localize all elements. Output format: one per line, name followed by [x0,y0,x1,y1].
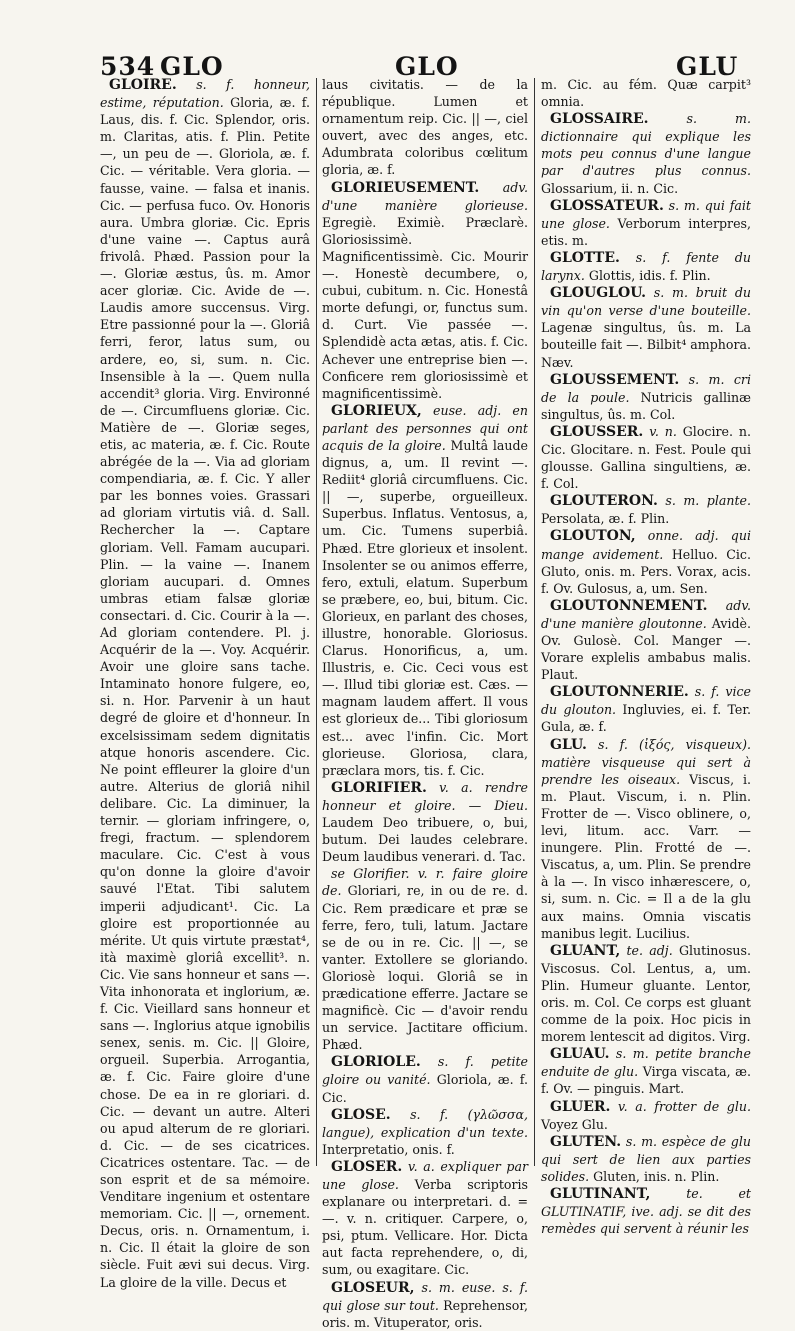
entry-headword: GLORIFIER. [331,779,427,796]
entry-definition: s. f. (ἰξός, visqueux). matière visqueuse qui sert à prendre les oiseaux. [541,736,751,787]
entry-definition: v. n. [649,423,677,439]
guide-word-right: GLU [676,52,739,81]
dictionary-entry [541,249,751,284]
entry-headword: GLOSER. [331,1158,403,1175]
entry-latin: Gloriola, æ. f. Cic. [322,1072,529,1105]
entry-latin: Viscus, i. m. Plaut. Viscum, i. n. Plin. Frotter de —. Visco oblinere, o, levi, litum. acc. Varr. — inungere. Plin. Frotté de —. Viscatus, a, um. Plin. Se prendre à la —. In visco inhærescere, o, si, sum. n. Cic. = Il a de la glu aux mains. Omnia viscatis manibus legit. Lucilius. [541,771,751,941]
entry-definition: s. m. petite branche enduite de glu. [541,1046,751,1080]
dictionary-entry [541,371,751,423]
entry-headword: GLOUSSER. [550,423,644,440]
entry-definition: v. a. frotter de glu. [618,1098,751,1114]
entry-latin: Lagenæ singultus, ûs. m. La bouteille fait —. Bilbit⁴ amphora. Næv. [541,320,751,370]
entry-continuation [322,76,528,179]
entry-headword: GLUAU. [550,1046,610,1063]
dictionary-entry [322,1158,528,1279]
entry-latin: Ingluvies, ei. f. Ter. Gula, æ. f. [541,702,751,735]
entry-headword: GLU. [550,736,587,753]
column-middle [322,76,529,1330]
entry-definition: s. m. dictionnaire qui explique les mots peu connus d'une langue par d'autres plus connus. [541,111,751,179]
entry-latin: Glottis, idis. f. Plin. [588,268,711,284]
entry-headword: GLOTTE. [550,249,620,266]
entry-headword: GLORIOLE. [331,1054,421,1071]
entry-headword: GLOUSSEMENT. [550,371,680,388]
dictionary-entry [100,76,310,1291]
entry-latin: Glossarium, ii. n. Cic. [541,180,679,196]
entry-headword: GLOIRE. [109,77,177,93]
dictionary-entry [541,942,751,1046]
entry-definition: te. et GLUTINATIF, ive. adj. se dit des remèdes qui servent à réunir les [541,1186,751,1237]
entry-definition: te. adj. [626,942,673,958]
entry-latin: Glocire. n. Cic. Glocitare. n. Fest. Poule qui glousse. Gallina singultiens, æ. f. Col. [541,423,751,492]
entry-latin: Glutinosus. Viscosus. Col. Lentus, a, um. Plin. Humeur gluante. Lentor, oris. m. Col. Ce corps est gluant comme de la poix. Hoc picis in morem lentescit ad digitos. Virg. [541,942,751,1045]
entry-definition: onne. adj. qui mange avidement. [541,528,751,562]
dictionary-entry [541,284,751,370]
dictionary-entry [541,492,751,527]
entry-definition: s. f. fente du larynx. [541,249,751,284]
entry-definition: s. f. vice du glouton. [541,684,751,718]
entry-definition: s. f. honneur, estime, réputation. [100,77,310,111]
column-left [100,76,310,1290]
entry-definition: s. m. plante. [665,493,751,509]
entry-headword: GLOSE. [331,1106,391,1123]
dictionary-entry [541,1045,751,1097]
entry-latin: Avidè. Ov. Gulosè. Col. Manger —. Vorare explelis ambabus malis. Plaut. [541,615,751,683]
entry-latin: Reprehensor, oris. m. Vituperator, oris. [322,1297,528,1330]
entry-headword: GLOUGLOU. [550,285,646,302]
entry-latin: laus civitatis. — de la république. Lumen et ornamentum reip. Cic. || —, ciel ouvert, avec des anges, etc. Adumbrata coloribus cœlitum gloria, æ. f. [322,77,528,178]
dictionary-entry [322,179,528,402]
entry-latin: Voyez Glu. [541,1116,608,1132]
entry-definition: s. f. petite gloire ou vanité. [322,1054,528,1088]
entry-definition: s. m. qui fait une glose. [541,197,751,231]
dictionary-entry [541,597,751,683]
entry-headword: GLOSSATEUR. [550,197,664,214]
entry-latin: Egregiè. Eximiè. Præclarè. Gloriosissimè. Magnificentissimè. Cic. Mourir —. Honestè decumbere, o, cubui, cubitum. n. Cic. Honestâ morte defungi, or, functus sum. d. Curt. Vie passée —. Splendidè acta ætas, atis. f. Cic. Achever une entreprise bien —. Conficere rem gloriosissimè et magnificentissimè. [322,214,528,401]
entry-headword: GLOUTONNERIE. [550,684,689,701]
entry-headword: GLOUTON, [550,528,636,545]
entry-latin: Virga viscata, æ. f. Ov. — pinguis. Mart. [541,1064,751,1097]
dictionary-entry [322,865,528,1053]
dictionary-entry [541,683,751,735]
entry-definition: v. a. expliquer par une glose. [322,1158,528,1192]
entry-headword: GLOSEUR, [331,1279,415,1296]
entry-definition: euse. adj. en parlant des personnes qui ont acquis de la gloire. [322,402,528,453]
entry-latin: Interpretatio, onis. f. [322,1141,455,1157]
entry-definition: s. f. (γλῶσσα, langue), explication d'un texte. [322,1106,528,1140]
entry-definition: adv. d'une manière gloutonne. [541,597,751,631]
entry-definition: adv. d'une manière glorieuse. [322,179,528,213]
entry-latin: m. Cic. au fém. Quæ carpit³ omnia. [541,77,751,110]
dictionary-entry [322,779,528,865]
entry-latin: Gloria, æ. f. Laus, dis. f. Cic. Splendor, oris. m. Claritas, atis. f. Plin. Petite —, un peu de —. Gloriola, æ. f. Cic. — véritable. Vera gloria. — fausse, vaine. — falsa et inanis. Cic. — perfusa fuco. Ov. Honoris aura. Umbra gloriæ. Cic. Epris d'une vaine —. Captus aurâ frivolâ. Phæd. Passion pour la —. Gloriæ æstus, ûs. m. Amor acer gloriæ. Cic. Avide de —. Laudis amore succensus. Virg. Etre passionné pour la —. Gloriâ ferri, feror, latus sum, ou ardere, eo, si, sum. n. Cic. Insensible à la —. Quem nulla accendit³ gloria. Virg. Environné de —. Circumfluens gloriæ. Cic. Matière de —. Gloriæ seges, etis, ac materia, æ. f. Cic. Route abrégée de la —. Via ad gloriam compendiaria, æ. f. Cic. Y aller par les bonnes voies. Grassari ad gloriam virtutis viâ. d. Sall. Rechercher la —. Captare gloriam. Vell. Famam aucupari. Plin. — la vaine —. Inanem gloriam aucupari. d. Omnes umbras etiam falsæ gloriæ consectari. d. Cic. Courir à la —. Ad gloriam contendere. Pl. j. Acquérir de la —. Voy. Acquérir. Avoir une gloire sans tache. Intaminato honore fulgere, eo, si. n. Hor. Parvenir à un haut degré de gloire et d'honneur. In excelsissimam sedem dignitatis atque honoris ascendere. Cic. Ne point effleurer la gloire d'un autre. Alterius de gloriâ nihil delibare. Cic. La diminuer, la ternir. — gloriam infringere, o, fregi, fractum. — splendorem maculare. Cic. C'est à vous qu'on donne la gloire d'avoir sauvé l'Etat. Tibi salutem imperii adjudicant¹. Cic. La gloire est proportionnée au mérite. Ut quis virtute præstat⁴, ità maximè gloriâ excellit³. n. Cic. Vie sans honneur et sans —. Vita inhonorata et inglorium, æ. f. Cic. Vieillard sans honneur et sans —. Inglorius atque ignobilis senex, senis. m. Cic. || Gloire, orgueil. Superbia. Arrogantia, æ. f. Cic. Faire gloire d'une chose. De ea in re gloriari. d. Cic. — devant un autre. Alteri ou apud alterum de re gloriari. d. Cic. — de ses cicatrices. Cicatrices ostentare. Tac. — de son esprit et de sa mémoire. Venditare ingenium et ostentare memoriam. Cic. || —, ornement. Decus, oris. n. Ornamentum, i. n. Cic. Il était la gloire de son siècle. Fuit ævi sui decus. Virg. La gloire de la ville. Decus et [100,95,310,1290]
dictionary-entry [541,197,751,249]
entry-headword: GLUTINANT, [550,1186,651,1202]
entry-headword: GLORIEUX, [331,402,422,419]
dictionary-entry [541,110,751,196]
page-number: 534 [100,52,156,81]
entry-headword: GLOSSAIRE. [550,111,649,128]
entry-latin: Gluten, inis. n. Plin. [593,1168,720,1184]
entry-definition: v. a. rendre honneur et gloire. — Dieu. [322,779,528,813]
column-rule-1 [316,78,317,1166]
entry-latin: Verba scriptoris explanare ou interpretari. d. = —. v. n. critiquer. Carpere, o, psi, ptum. Vellicare. Hor. Dicta aut facta reprehendere, o, di, sum, ou exagitare. Cic. [322,1177,528,1278]
entry-headword: GLUTEN. [550,1133,622,1150]
entry-latin: Nutricis gallinæ singultus, ûs. m. Col. [541,389,751,422]
guide-word-center: GLO [395,52,459,81]
entry-headword: GLOUTERON. [550,493,658,510]
entry-headword: GLUANT, [550,942,621,959]
entry-latin: Persolata, æ. f. Plin. [541,511,670,527]
dictionary-entry [541,736,751,942]
dictionary-entry [541,1098,751,1133]
dictionary-entry [541,1133,751,1185]
dictionary-entry [541,423,751,492]
dictionary-entry [322,1053,528,1105]
entry-definition: s. m. cri de la poule. [541,371,751,405]
entry-definition: s. m. euse. s. f. qui glose sur tout. [322,1279,528,1313]
guide-word-left: GLO [160,52,224,81]
dictionary-entry [541,527,751,596]
entry-latin: Verborum interpres, etis. m. [541,215,751,248]
column-rule-2 [534,78,535,1166]
entry-headword: GLUER. [550,1098,611,1115]
entry-latin: Gloriari, re, in ou de re. d. Cic. Rem prædicare et præ se ferre, fero, tuli, latum. Jactare se de ou in re. Cic. || —, se vanter. Extollere se gloriando. Gloriosè loqui. Gloriâ se in prædicatione efferre. Jactare se magnificè. Cic — d'avoir rendu un service. Jactitare officium. Phæd. [322,883,528,1053]
entry-definition: s. m. bruit du vin qu'on verse d'une bouteille. [541,285,751,319]
entry-continuation [541,76,751,110]
dictionary-entry [322,1279,528,1331]
column-right [541,76,751,1237]
entry-headword: GLORIEUSEMENT. [331,179,480,196]
entry-latin: Multâ laude dignus, a, um. Il revint —. Rediit⁴ gloriâ circumfluens. Cic. || —, superbe, orgueilleux. Superbus. Inflatus. Ventosus, a, um. Cic. Tumens superbiâ. Phæd. Etre glorieux et insolent. Insolenter se ou animos efferre, fero, extuli, elatum. Superbum se præbere, eo, bui, bitum. Cic. Glorieux, en parlant des choses, illustre, honorable. Gloriosus. Clarus. Honorificus, a, um. Illustris, e. Cic. Ceci vous est —. Illud tibi gloriæ est. Cæs. — magnam laudem affert. Il vous est glorieux de... Tibi gloriosum est... avec l'infin. Cic. Mort glorieuse. Gloriosa, clara, præclara mors, tis. f. Cic. [322,437,528,778]
dictionary-entry [541,1185,751,1237]
dictionary-entry [322,402,528,779]
entry-definition: se Glorifier. v. r. faire gloire de. [322,866,528,899]
dictionary-entry [322,1106,528,1158]
entry-headword: GLOUTONNEMENT. [550,597,708,614]
entry-definition: s. m. espèce de glu qui sert de lien aux parties solides. [541,1133,751,1184]
entry-latin: Helluo. Cic. Gluto, onis. m. Pers. Vorax, acis. f. Ov. Gulosus, a, um. Sen. [541,546,751,596]
entry-latin: Laudem Deo tribuere, o, bui, butum. Dei laudes celebrare. Deum laudibus venerari. d. Tac. [322,815,528,865]
